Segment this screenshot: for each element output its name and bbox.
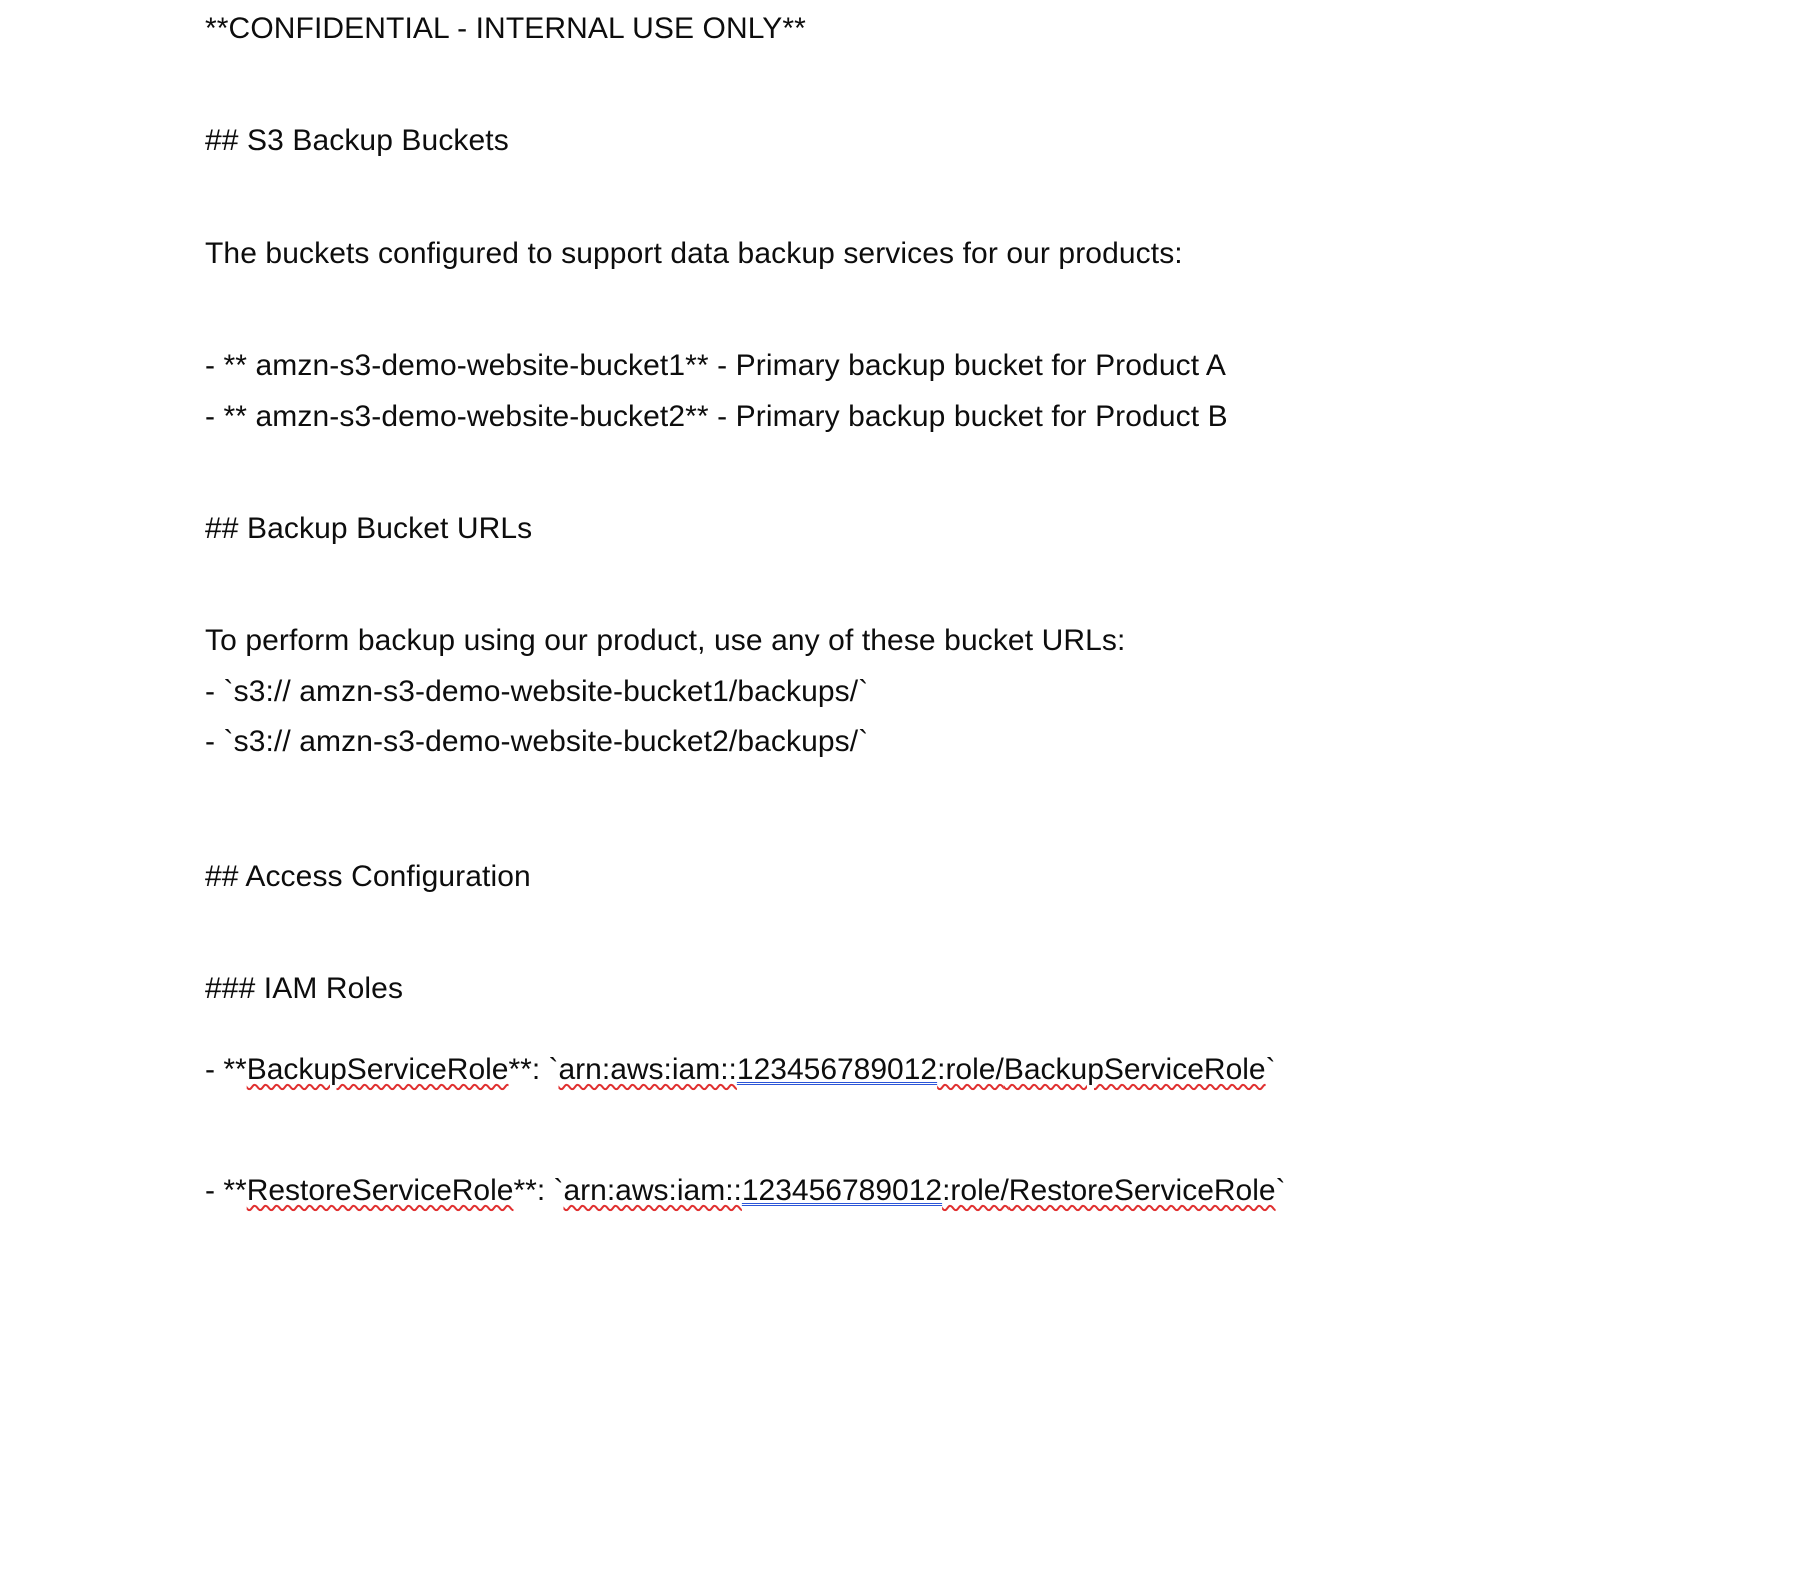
role-arn-tail: ` xyxy=(1265,1053,1276,1087)
list-item-restore-service-role xyxy=(205,1171,1676,1210)
role-arn-mid: :role/ xyxy=(942,1174,1009,1208)
role-name: BackupServiceRole xyxy=(246,1053,509,1087)
role-arn-head: arn:aws:iam:: xyxy=(558,1053,737,1087)
spacer xyxy=(205,661,1676,673)
list-item-backup-service-role xyxy=(205,1050,1676,1089)
spacer xyxy=(205,1119,1676,1141)
role-name: RestoreServiceRole xyxy=(246,1174,514,1208)
spacer xyxy=(205,1008,1676,1020)
role-arn-mid: :role/ xyxy=(937,1053,1004,1087)
role-suffix: **: ` xyxy=(513,1174,564,1208)
role-arn-head: arn:aws:iam:: xyxy=(563,1174,742,1208)
role-arn-role: BackupServiceRole xyxy=(1003,1053,1266,1087)
heading-iam-roles: ### IAM Roles xyxy=(205,971,404,1005)
role-arn-account: 123456789012 xyxy=(736,1053,938,1087)
role-arn-tail: ` xyxy=(1275,1174,1286,1208)
document-body xyxy=(205,10,1676,1210)
role-arn-role: RestoreServiceRole xyxy=(1008,1174,1276,1208)
list-item-url-bucket2: - `s3:// amzn-s3-demo-website-bucket2/backups/` xyxy=(205,725,869,759)
role-arn-account: 123456789012 xyxy=(741,1174,943,1208)
spacer xyxy=(205,836,1676,858)
confidential-banner: **CONFIDENTIAL - INTERNAL USE ONLY** xyxy=(205,12,806,45)
spacer xyxy=(205,386,1676,398)
heading-access-configuration: ## Access Configuration xyxy=(205,859,531,893)
spacer xyxy=(205,161,1676,235)
spacer xyxy=(205,711,1676,723)
spacer xyxy=(205,896,1676,970)
spacer xyxy=(205,436,1676,510)
paragraph-buckets-intro: The buckets configured to support data backup services for our products: xyxy=(205,236,1183,270)
spacer xyxy=(205,548,1676,622)
heading-backup-bucket-urls: ## Backup Bucket URLs xyxy=(205,511,533,545)
list-item-url-bucket1: - `s3:// amzn-s3-demo-website-bucket1/backups/` xyxy=(205,674,869,708)
list-item-bucket2: - ** amzn-s3-demo-website-bucket2** - Primary backup bucket for Product B xyxy=(205,399,1228,433)
list-item-bucket1: - ** amzn-s3-demo-website-bucket1** - Primary backup bucket for Product A xyxy=(205,349,1227,383)
spacer xyxy=(205,273,1676,347)
spacer xyxy=(205,48,1676,122)
role-prefix: - ** xyxy=(205,1174,247,1208)
role-suffix: **: ` xyxy=(508,1053,559,1087)
spacer xyxy=(205,762,1676,836)
heading-s3-backup-buckets: ## S3 Backup Buckets xyxy=(205,124,509,158)
role-prefix: - ** xyxy=(205,1053,247,1087)
paragraph-urls-intro: To perform backup using our product, use any of these bucket URLs: xyxy=(205,624,1126,658)
